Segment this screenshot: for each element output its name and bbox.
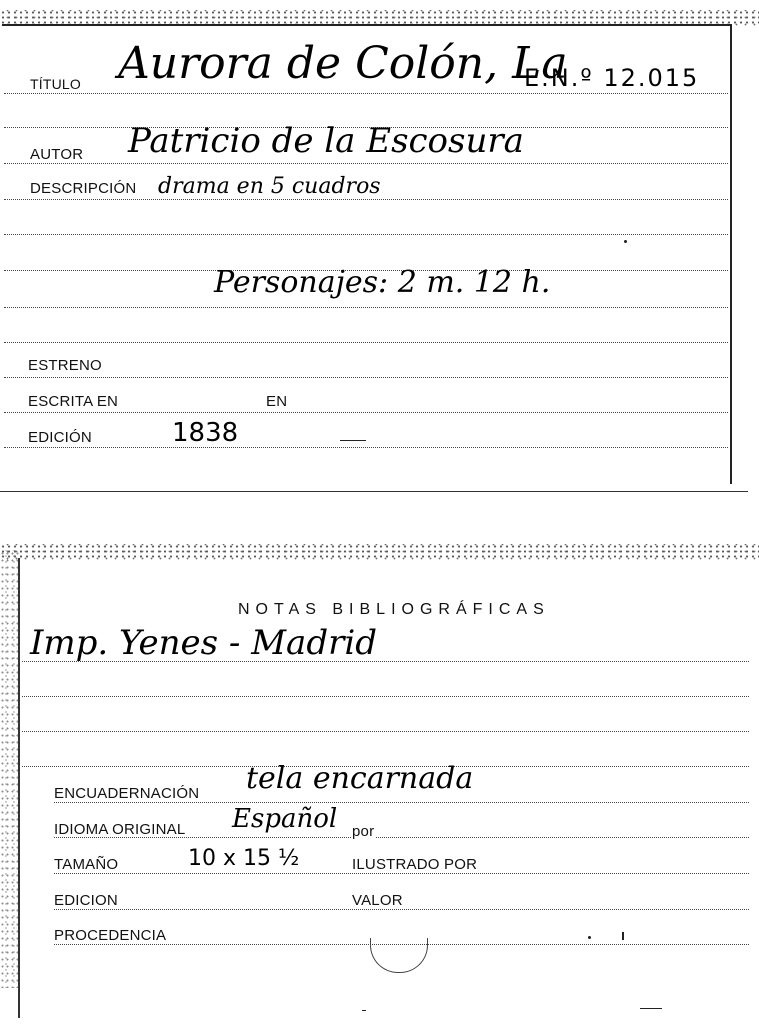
translated-by-label: por <box>352 823 375 840</box>
ruled-line <box>54 909 749 910</box>
edition-year: 1838 <box>172 418 239 448</box>
edition-label: EDICIÓN <box>28 429 92 446</box>
ruled-line <box>22 731 749 732</box>
catalog-number: E.N.º 12.015 <box>524 64 700 92</box>
title-label: TÍTULO <box>30 76 81 92</box>
size-value: 10 x 15 ½ <box>188 846 300 871</box>
ruled-line <box>4 447 728 448</box>
binding-label: ENCUADERNACIÓN <box>54 785 200 802</box>
ruled-line <box>4 234 728 235</box>
description-value: drama en 5 cuadros <box>158 174 381 199</box>
ruled-line <box>54 873 749 874</box>
characters-note: Personajes: 2 m. 12 h. <box>214 265 551 300</box>
ruled-line <box>22 696 749 697</box>
ruled-line <box>4 307 728 308</box>
catalog-card-back <box>0 540 759 1028</box>
ink-dot <box>588 936 591 939</box>
ruled-line <box>54 802 749 803</box>
illustrated-by-label: ILUSTRADO POR <box>352 856 478 873</box>
card-divider <box>0 491 748 492</box>
ruled-line <box>4 342 728 343</box>
ink-dash <box>640 1008 662 1009</box>
size-label: TAMAÑO <box>54 856 119 873</box>
notes-value: Imp. Yenes - Madrid <box>30 623 377 663</box>
ruled-line <box>4 412 728 413</box>
author-value: Patricio de la Escosura <box>128 121 524 161</box>
edition-label: EDICION <box>54 892 118 909</box>
author-label: AUTOR <box>30 146 84 163</box>
written-in-label: ESCRITA EN <box>28 393 119 410</box>
provenance-label: PROCEDENCIA <box>54 927 167 944</box>
original-language-label: IDIOMA ORIGINAL <box>54 821 186 838</box>
ink-tick <box>622 932 624 940</box>
original-language-value: Español <box>232 804 338 834</box>
ruled-line <box>4 93 728 94</box>
value-label: VALOR <box>352 892 403 909</box>
notes-heading: NOTAS BIBLIOGRÁFICAS <box>238 601 550 618</box>
binding-value: tela encarnada <box>246 761 474 796</box>
title-value: Aurora de Colón, La <box>118 38 568 89</box>
description-label: DESCRIPCIÓN <box>30 180 137 197</box>
premiere-label: ESTRENO <box>28 357 102 374</box>
ink-dash <box>362 1010 366 1011</box>
ink-dot <box>624 240 627 243</box>
ruled-line <box>4 163 728 164</box>
ruled-line <box>4 377 728 378</box>
catalog-card-front <box>0 0 759 492</box>
ink-dash <box>340 440 366 441</box>
ruled-line <box>4 199 728 200</box>
written-in-second-label: EN <box>266 393 288 410</box>
scan-edge-speckle-left <box>0 550 20 988</box>
